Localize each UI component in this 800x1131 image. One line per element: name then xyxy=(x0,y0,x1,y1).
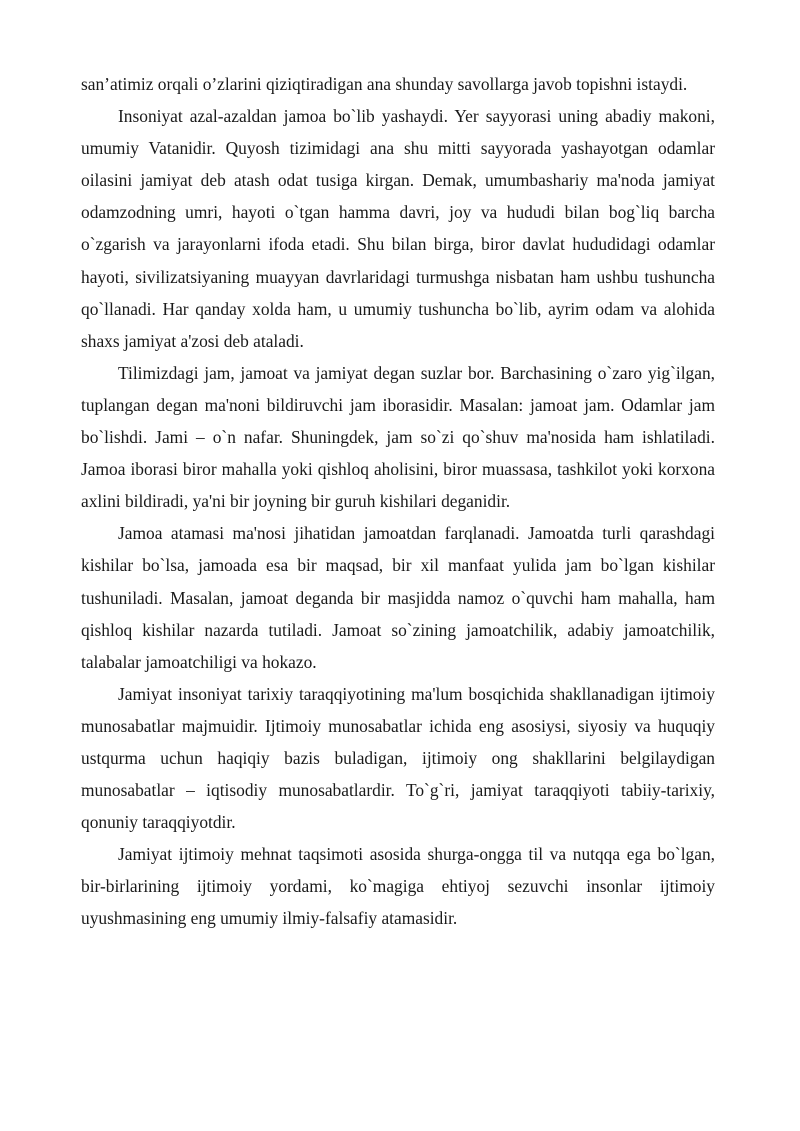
paragraph-jamoa-atamasi: Jamoa atamasi ma'nosi jihatidan jamoatdan farqlanadi. Jamoatda turli qarashdagi kishilar bo`lsa, jamoada esa bir maqsad, bir xil manfaat yulida jam bo`lgan kishilar tushuniladi. Masalan, jamoat deganda bir masjidda namoz o`quvchi ham mahalla, ham qishloq kishilar nazarda tutiladi. Jamoat so`zining jamoatchilik, adabiy jamoatchilik, talabalar jamoatchiligi va hokazo. xyxy=(81,523,715,672)
document-body xyxy=(81,68,715,935)
paragraph-jamiyat-atamasi: Jamiyat ijtimoiy mehnat taqsimoti asosida shurga-ongga til va nutqqa ega bo`lgan, bir-birlarining ijtimoiy yordami, ko`magiga ehtiyoj sezuvchi insonlar ijtimoiy uyushmasining eng umumiy ilmiy-falsafiy atamasidir. xyxy=(81,844,715,929)
paragraph-jamoa-yashash: Insoniyat azal-azaldan jamoa bo`lib yashaydi. Yer sayyorasi uning abadiy makoni, umumiy Vatanidir. Quyosh tizimidagi ana shu mitti sayyorada yashayotgan odamlar oilasini jamiyat deb atash odat tusiga kirgan. Demak, umumbashariy ma'noda jamiyat odamzodning umri, hayoti o`tgan hamma davri, joy va hududi bilan bog`liq barcha o`zgarish va jarayonlarni ifoda etadi. Shu bilan birga, biror davlat hududidagi odamlar hayoti, sivilizatsiyaning muayyan davrlaridagi turmushga nisbatan ham ushbu tushuncha qo`llanadi. Har qanday xolda ham, u umumiy tushuncha bo`lib, ayrim odam va alohida shaxs jamiyat a'zosi deb ataladi. xyxy=(81,106,715,351)
paragraph-continuation: san’atimiz orqali o’zlarini qiziqtiradigan ana shunday savollarga javob topishni istaydi. xyxy=(81,74,688,94)
paragraph-jam-jamoat-jamiyat: Tilimizdagi jam, jamoat va jamiyat degan suzlar bor. Barchasining o`zaro yig`ilgan, tuplangan degan ma'noni bildiruvchi jam iborasidir. Masalan: jamoat jam. Odamlar jam bo`lishdi. Jami – o`n nafar. Shuningdek, jam so`zi qo`shuv ma'nosida ham ishlatiladi. Jamoa iborasi biror mahalla yoki qishloq aholisini, biror muassasa, tashkilot yoki korxona axlini bildiradi, ya'ni bir joyning bir guruh kishilari deganidir. xyxy=(81,362,715,512)
paragraph-jamiyat-munosabatlar: Jamiyat insoniyat tarixiy taraqqiyotining ma'lum bosqichida shakllanadigan ijtimoiy munosabatlar majmuidir. Ijtimoiy munosabatlar ichida eng asosiysi, siyosiy va huquqiy ustqurma uchun haqiqiy bazis buladigan, ijtimoiy ong shakllarini belgilaydigan munosabatlar – iqtisodiy munosabatlardir. To`g`ri, jamiyat taraqqiyoti tabiiy-tarixiy, qonuniy taraqqiyotdir. xyxy=(81,683,715,833)
